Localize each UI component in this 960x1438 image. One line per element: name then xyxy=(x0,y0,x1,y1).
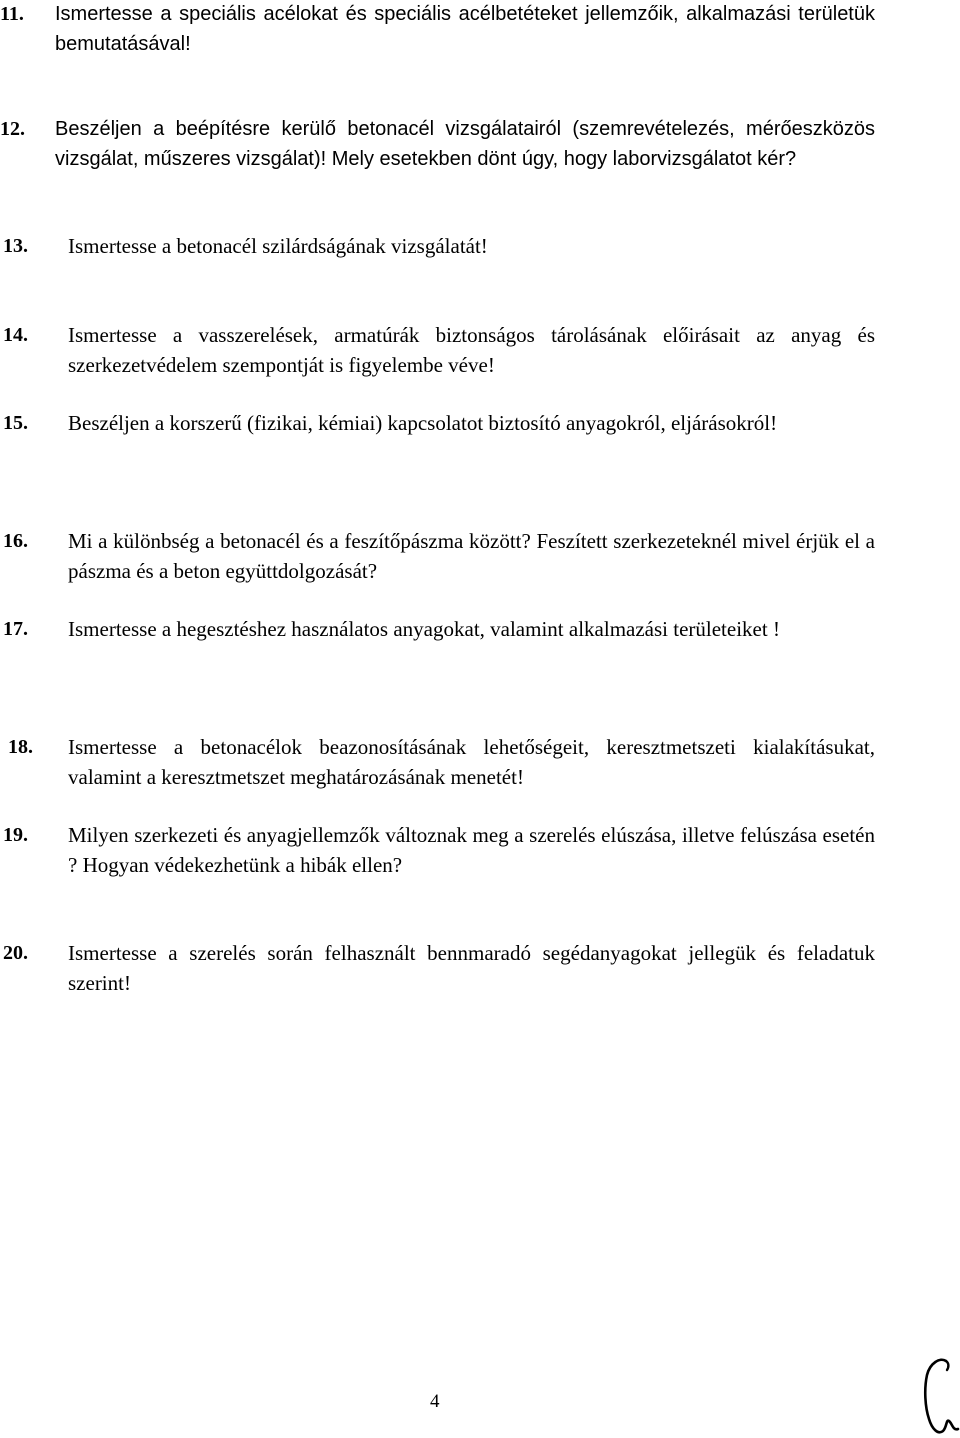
question-text: Mi a különbség a betonacél és a feszítőpászma között? Feszített szerkezeteknél mivel érjük el a pászma és a beton együttdolgozását? xyxy=(68,529,875,583)
question-text: Milyen szerkezeti és anyagjellemzők változnak meg a szerelés elúszása, illetve felúszása esetén ? Hogyan védekezhetünk a hibák ellen? xyxy=(68,823,875,877)
question-number: 15. xyxy=(3,412,28,434)
question-text: Beszéljen a korszerű (fizikai, kémiai) kapcsolatot biztosító anyagokról, eljárásokról! xyxy=(68,411,778,435)
question-number: 18. xyxy=(8,736,33,758)
question-number: 11. xyxy=(0,3,24,25)
question-text: Ismertesse a speciális acélokat és speciális acélbetéteket jellemzőik, alkalmazási területük bemutatásával! xyxy=(55,3,875,55)
question-number: 14. xyxy=(3,324,28,346)
question-text: Ismertesse a hegesztéshez használatos anyagokat, valamint alkalmazási területeiket ! xyxy=(68,617,780,641)
question-number: 19. xyxy=(3,824,28,846)
question-number: 17. xyxy=(3,618,28,640)
question-number: 20. xyxy=(3,942,28,964)
question-text: Ismertesse a szerelés során felhasznált bennmaradó segédanyagokat jellegük és feladatuk szerint! xyxy=(68,941,875,995)
question-text: Beszéljen a beépítésre kerülő betonacél vizsgálatairól (szemrevételezés, mérőeszközös vizsgálat, műszeres vizsgálat)! Mely esetekben dönt úgy, hogy laborvizsgálatot kér? xyxy=(55,118,875,170)
question-number: 13. xyxy=(3,235,28,257)
question-number: 16. xyxy=(3,530,28,552)
question-text: Ismertesse a vasszerelések, armatúrák biztonságos tárolásának előirásait az anyag és szerkezetvédelem szempontját is figyelembe véve! xyxy=(68,323,875,377)
question-text: Ismertesse a betonacél szilárdságának vizsgálatát! xyxy=(68,234,488,258)
signature-mark xyxy=(916,1355,960,1438)
page-number: 4 xyxy=(430,1391,440,1412)
question-text: Ismertesse a betonacélok beazonosításának lehetőségeit, keresztmetszeti kialakításukat, valamint a keresztmetszet meghatározásának menetét! xyxy=(68,735,875,789)
question-number: 12. xyxy=(0,118,25,140)
